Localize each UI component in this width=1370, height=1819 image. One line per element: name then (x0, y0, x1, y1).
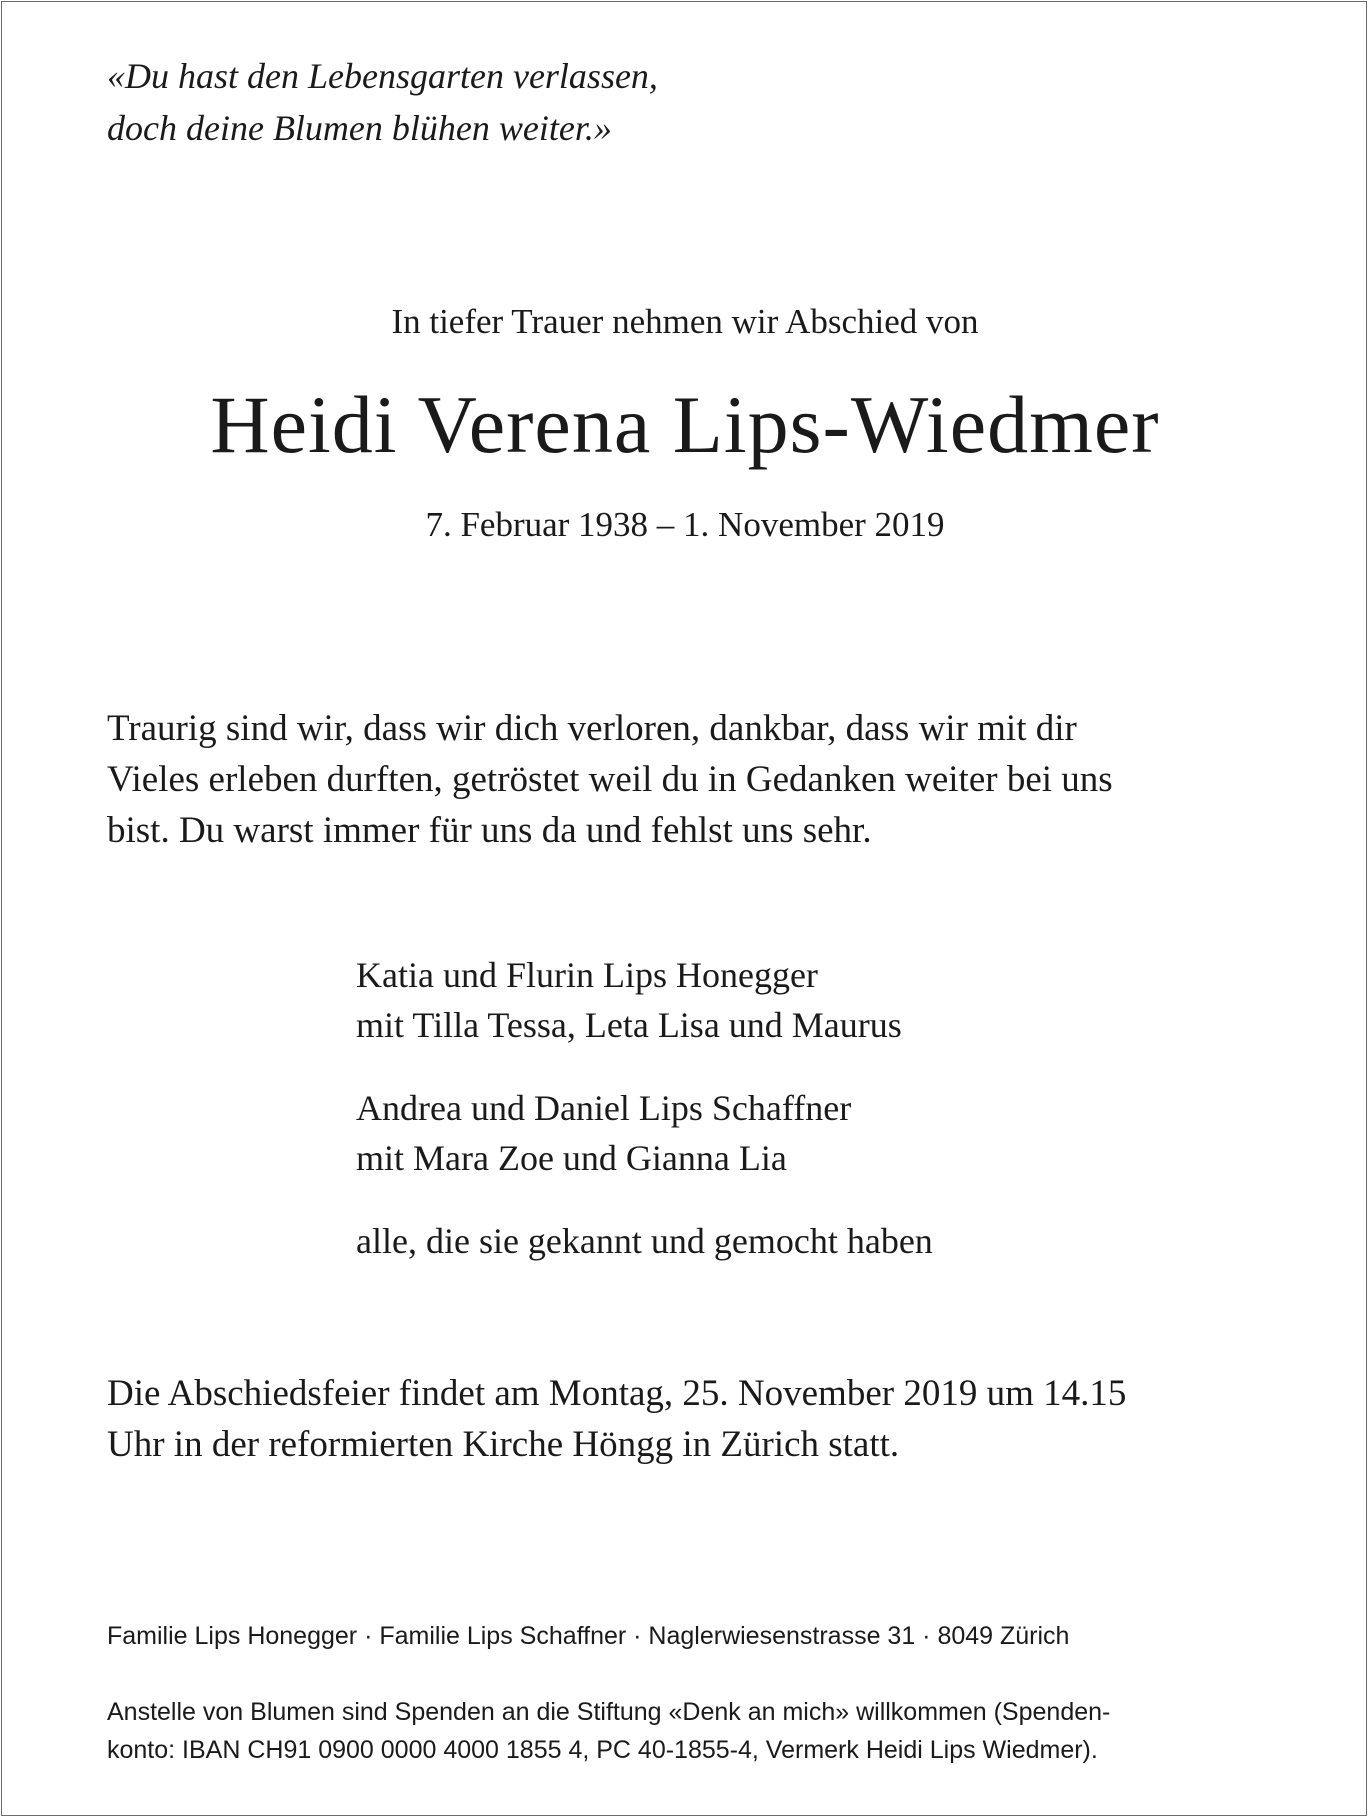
epigraph-quote (107, 50, 658, 154)
quote-line-2: doch deine Blumen blühen weiter.» (107, 108, 612, 148)
ceremony-line-2: Uhr in der reformierten Kirche Höngg in Zürich statt. (107, 1424, 900, 1465)
mourner-others: alle, die sie gekannt und gemocht haben (356, 1221, 933, 1261)
family-1-names: Katia und Flurin Lips Honegger (356, 955, 818, 995)
ceremony-line-1: Die Abschiedsfeier findet am Montag, 25. November 2019 um 14.15 (107, 1373, 1127, 1414)
page-border (1, 1, 1367, 1816)
message-line-3: bist. Du warst immer für uns da und fehlst uns sehr. (107, 810, 872, 851)
quote-line-1: «Du hast den Lebensgarten verlassen, (107, 56, 658, 96)
life-dates: 7. Februar 1938 – 1. November 2019 (425, 505, 945, 544)
deceased-name: Heidi Verena Lips-Wiedmer (210, 379, 1160, 470)
message-paragraph (107, 703, 1113, 856)
message-line-1: Traurig sind wir, dass wir dich verloren, dankbar, dass wir mit dir (107, 708, 1077, 749)
family-1-children: mit Tilla Tessa, Leta Lisa und Maurus (356, 1005, 902, 1045)
family-2-children: mit Mara Zoe und Gianna Lia (356, 1138, 787, 1178)
mourner-family-1 (356, 950, 902, 1050)
donation-line-1: Anstelle von Blumen sind Spenden an die Stiftung «Denk an mich» willkommen (Spenden- (107, 1698, 1111, 1726)
intro-text: In tiefer Trauer nehmen wir Abschied von (391, 302, 979, 341)
family-address: Familie Lips Honegger · Familie Lips Schaffner · Naglerwiesenstrasse 31 · 8049 Zürich (107, 1622, 1070, 1650)
donation-note (107, 1693, 1110, 1769)
donation-line-2: konto: IBAN CH91 0900 0000 4000 1855 4, PC 40-1855-4, Vermerk Heidi Lips Wiedmer). (107, 1736, 1098, 1764)
message-line-2: Vieles erleben durften, getröstet weil du in Gedanken weiter bei uns (107, 759, 1113, 800)
family-2-names: Andrea und Daniel Lips Schaffner (356, 1088, 852, 1128)
ceremony-notice (107, 1368, 1126, 1470)
mourner-family-2 (356, 1083, 851, 1183)
